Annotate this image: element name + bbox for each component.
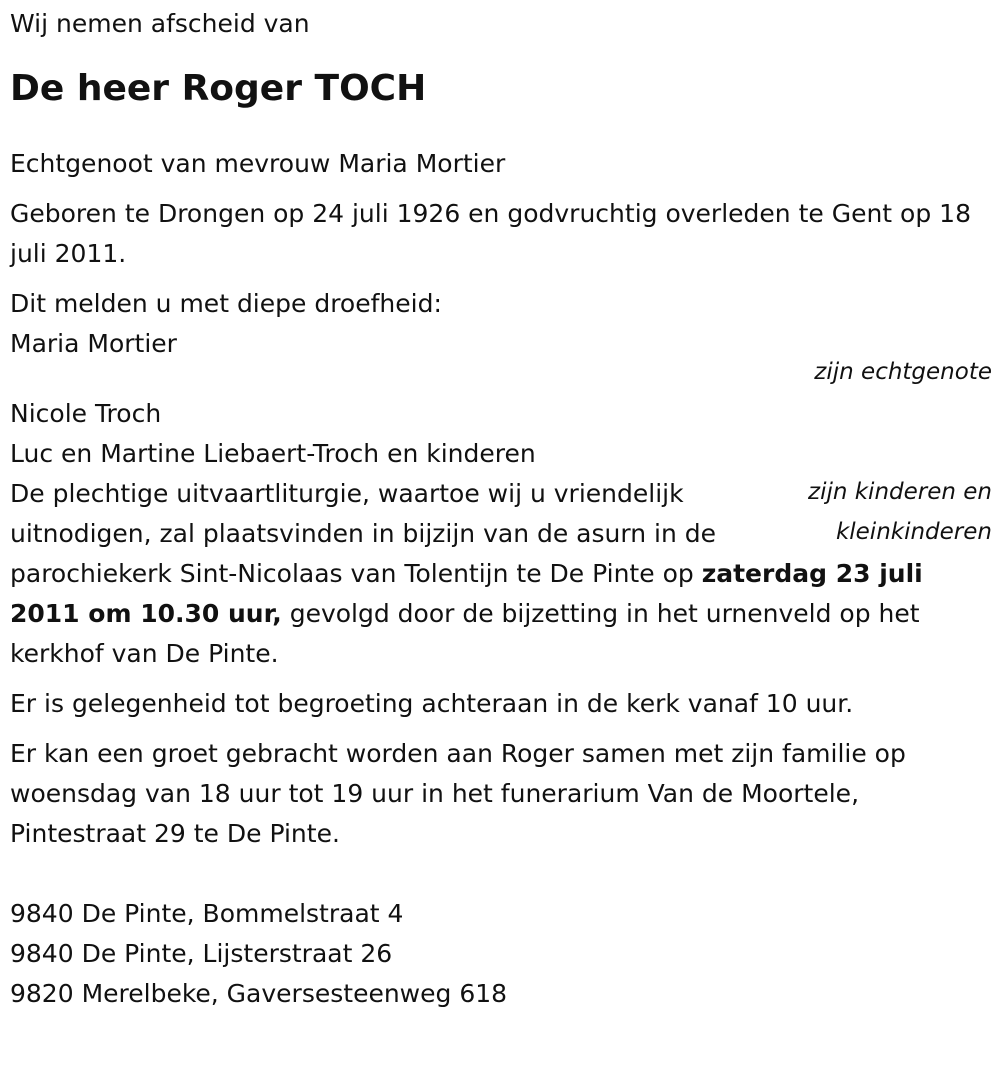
children-role-line: zijn kinderen en xyxy=(808,479,992,505)
intro-text: Wij nemen afscheid van xyxy=(10,9,310,38)
funeral-paragraph xyxy=(10,474,992,674)
announce-line: Dit melden u met diepe droefheid: xyxy=(10,289,442,318)
birth-death-line: Geboren te Drongen op 24 juli 1926 en godvruchtig overleden te Gent op 18 juli 2011. xyxy=(10,199,971,268)
spouse-name: Maria Mortier xyxy=(10,329,177,358)
address-list xyxy=(10,894,992,1014)
child-name: Nicole Troch xyxy=(10,399,162,428)
children-group xyxy=(10,394,992,474)
obituary-notice xyxy=(10,4,992,1014)
address-line: 9840 De Pinte, Lijsterstraat 26 xyxy=(10,939,393,968)
spouse-role: zijn echtgenote xyxy=(814,359,992,385)
address-line: 9840 De Pinte, Bommelstraat 4 xyxy=(10,899,404,928)
visit-line: Er is gelegenheid tot begroeting achteraan in de kerk vanaf 10 uur. xyxy=(10,689,854,718)
child-name: Luc en Martine Liebaert-Troch en kinderen xyxy=(10,439,536,468)
mourners-block xyxy=(10,284,992,474)
funeral-text-after: gevolgd door de bijzetting in het urnenveld op het kerkhof van De Pinte. xyxy=(10,599,920,668)
funeral-text-before: De plechtige uitvaartliturgie, waartoe wij u vriendelijk uitnodigen, zal plaatsvinden in bijzijn van de asurn in de parochiekerk Sint-Nicolaas van Tolentijn te De Pinte op xyxy=(10,479,716,588)
children-role xyxy=(782,472,992,552)
funeral-date: zaterdag 23 juli 2011 om 10.30 uur, xyxy=(10,559,923,628)
greeting-paragraph: Er kan een groet gebracht worden aan Roger samen met zijn familie op woensdag van 18 uur tot 19 uur in het funerarium Van de Moortele, Pintestraat 29 te De Pinte. xyxy=(10,739,906,848)
spouse-line: Echtgenoot van mevrouw Maria Mortier xyxy=(10,149,506,178)
children-role-line: kleinkinderen xyxy=(835,519,992,545)
deceased-name-title: De heer Roger TOCH xyxy=(10,68,427,109)
address-line: 9820 Merelbeke, Gaversesteenweg 618 xyxy=(10,979,508,1008)
